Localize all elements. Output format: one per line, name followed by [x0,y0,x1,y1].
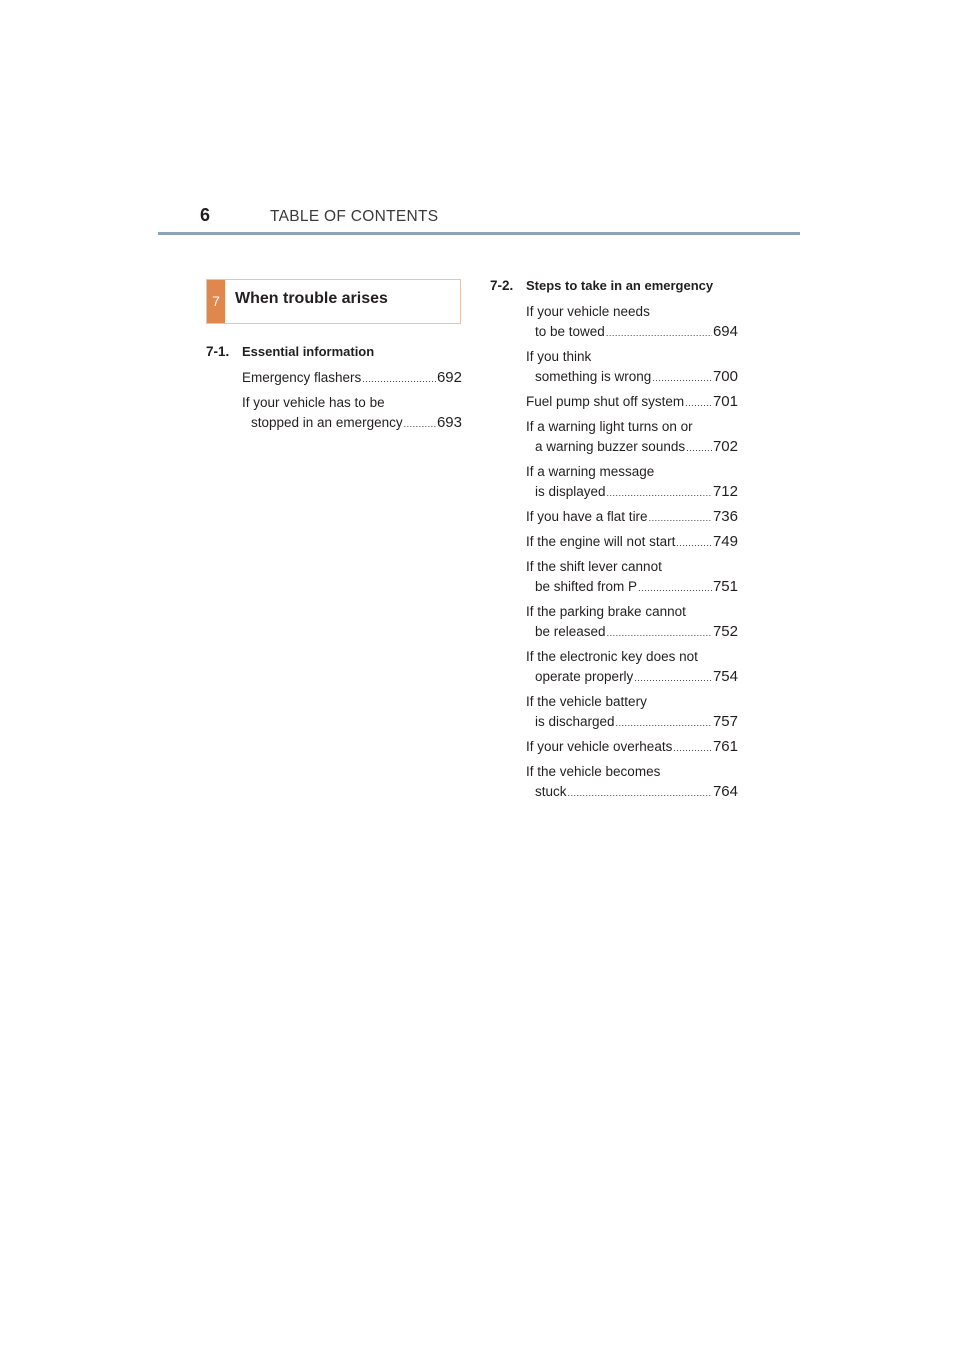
dot-leader [607,483,712,503]
toc-page-number: 712 [712,483,738,500]
toc-page-number: 764 [712,783,738,800]
toc-entry-text: to be towed [535,324,605,339]
toc-entry-text: If the shift lever cannot [526,559,662,574]
dot-leader [686,438,712,458]
toc-entry-text: If a warning light turns on or [526,419,693,434]
toc-entry-text: If your vehicle has to be [242,395,385,410]
toc-entry-text: stuck [535,784,567,799]
toc-entry-text: is displayed [535,484,606,499]
toc-entry[interactable] [526,507,738,527]
dot-leader [685,393,712,413]
toc-entry-text: If the engine will not start [526,534,676,549]
toc-entry[interactable] [526,302,738,342]
toc-entry[interactable] [526,392,738,412]
toc-entry-text: If your vehicle overheats [526,739,673,754]
toc-entry-line [526,762,738,782]
toc-entry[interactable] [526,737,738,757]
toc-entry-line [526,322,738,342]
toc-page-number: 757 [712,713,738,730]
toc-page-number: 701 [712,393,738,410]
toc-entry[interactable] [526,347,738,387]
toc-page-number: 692 [436,369,462,386]
toc-entry-line [526,647,738,667]
toc-page-number: 751 [712,578,738,595]
toc-entry-line [526,557,738,577]
toc-subsection-heading [490,276,738,296]
toc-entry-text: If a warning message [526,464,655,479]
toc-page-number: 749 [712,533,738,550]
dot-leader [607,623,712,643]
toc-page-number: 761 [712,738,738,755]
dot-leader [634,668,712,688]
dot-leader [649,508,712,528]
toc-entry-text: If the vehicle battery [526,694,647,709]
toc-entry-line [526,367,738,387]
toc-entry-text: If you think [526,349,592,364]
section-title: When trouble arises [235,290,388,307]
toc-entry-line [526,737,738,757]
toc-page-number: 752 [712,623,738,640]
toc-entry-line [526,532,738,552]
page-number: 6 [200,205,211,225]
toc-entry-line [526,692,738,712]
toc-entry-text: be released [535,624,606,639]
header-title: TABLE OF CONTENTS [270,208,439,225]
toc-entry[interactable] [526,602,738,642]
toc-entry-text: be shifted from P [535,579,638,594]
subsection-title: Essential information [242,344,375,359]
toc-entry-line [526,782,738,802]
toc-entry-text: is discharged [535,714,615,729]
toc-entry-text: operate properly [535,669,634,684]
toc-page-number: 700 [712,368,738,385]
toc-entry-text: If the vehicle becomes [526,764,661,779]
dot-leader [652,368,712,388]
toc-entry-line [526,712,738,732]
section-heading [206,279,461,324]
toc-right-column [490,276,738,807]
toc-entry-text: Fuel pump shut off system [526,394,685,409]
toc-entry[interactable] [526,762,738,802]
toc-entry-line [526,667,738,687]
toc-entry[interactable] [526,462,738,502]
toc-entry-line [526,417,738,437]
toc-entry-text: Emergency flashers [242,370,362,385]
toc-entry-line [242,393,462,413]
toc-page-number: 693 [436,414,462,431]
header-rule [158,232,800,235]
toc-entry-text: something is wrong [535,369,652,384]
toc-entry-line [526,622,738,642]
toc-entry-text: If your vehicle needs [526,304,650,319]
toc-page-number: 754 [712,668,738,685]
dot-leader [606,323,712,343]
subsection-number: 7-2. [490,278,514,293]
dot-leader [568,783,712,803]
toc-entry[interactable] [526,417,738,457]
toc-entry-line [526,392,738,412]
toc-entry-line [526,462,738,482]
toc-entry-line [242,413,462,433]
toc-entry[interactable] [242,368,462,388]
toc-entry-line [526,507,738,527]
toc-entry-text: a warning buzzer sounds [535,439,686,454]
toc-left-column [206,342,462,438]
toc-page-number: 736 [712,508,738,525]
toc-entry[interactable] [526,692,738,732]
toc-entry-line [242,368,462,388]
toc-entry[interactable] [242,393,462,433]
toc-entry-text: If the parking brake cannot [526,604,686,619]
dot-leader [362,369,436,389]
toc-entry-text: If the electronic key does not [526,649,698,664]
toc-entry-line [526,302,738,322]
toc-entry[interactable] [526,557,738,597]
section-number: 7 [207,280,225,323]
toc-entry-line [526,437,738,457]
toc-page-number: 694 [712,323,738,340]
subsection-title: Steps to take in an emergency [526,278,714,293]
toc-entry[interactable] [526,647,738,687]
page-header [158,203,800,233]
toc-entry-line [526,347,738,367]
dot-leader [676,533,712,553]
dot-leader [673,738,712,758]
toc-entry[interactable] [526,532,738,552]
toc-entry-line [526,602,738,622]
toc-page-number: 702 [712,438,738,455]
toc-entry-line [526,577,738,597]
dot-leader [616,713,712,733]
toc-subsection-heading [206,342,462,362]
toc-entry-line [526,482,738,502]
subsection-number: 7-1. [206,344,230,359]
dot-leader [638,578,712,598]
dot-leader [404,414,436,434]
toc-entry-text: stopped in an emergency [251,415,403,430]
toc-entry-text: If you have a flat tire [526,509,648,524]
